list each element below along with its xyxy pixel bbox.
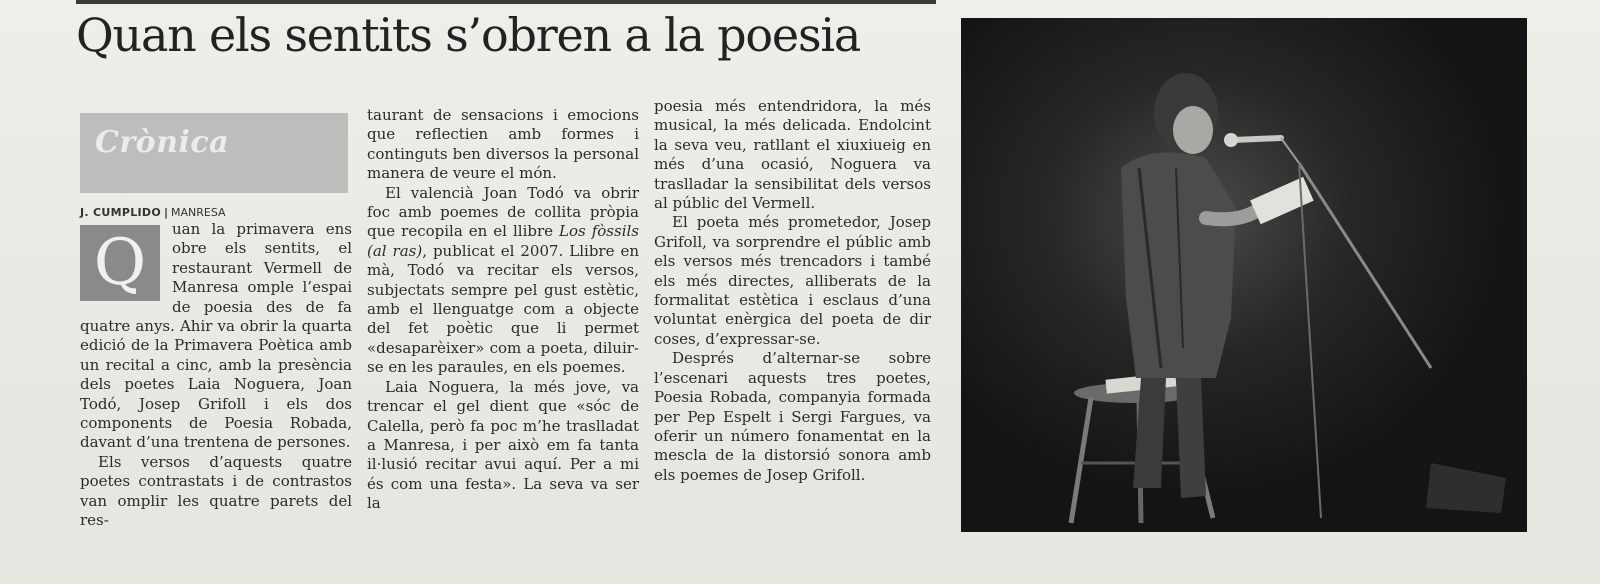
byline-separator: | bbox=[164, 206, 169, 219]
section-box bbox=[80, 113, 348, 193]
byline-place: MANRESA bbox=[171, 206, 226, 219]
headline: Quan els sentits s’obren a la poesia bbox=[76, 8, 861, 62]
paragraph: taurant de sensacions i emocions que reflectien amb formes i continguts ben diversos la personal manera de veure el món. bbox=[367, 106, 639, 183]
article-column-1 bbox=[80, 220, 352, 531]
byline-author: J. CUMPLIDO bbox=[80, 206, 161, 219]
paragraph-text: , publicat el 2007. Llibre en mà, Todó va recitar els versos, subjectats sempre pel gust estètic, amb el llenguatge com a objecte del fet poètic que li permet «desaparèixer» com a poeta, diluir-se en les paraules, en els poemes. bbox=[367, 241, 639, 377]
article-column-2 bbox=[367, 106, 639, 514]
paragraph bbox=[367, 184, 639, 378]
dropcap: Q bbox=[80, 225, 160, 301]
paragraph: Els versos d’aquests quatre poetes contrastats i de contrastos van omplir les quatre parets del res- bbox=[80, 452, 352, 530]
poet-reading-photo bbox=[961, 18, 1527, 532]
section-label: Crònica bbox=[95, 125, 230, 160]
byline bbox=[80, 206, 226, 219]
paragraph-text: El valencià Joan Todó va obrir foc amb poemes de collita pròpia que recopila en el llibre bbox=[367, 183, 639, 241]
photo-background bbox=[961, 18, 1527, 532]
top-rule bbox=[76, 0, 936, 4]
paragraph bbox=[80, 220, 352, 453]
photo-illustration bbox=[961, 18, 1527, 532]
paragraph: Laia Noguera, la més jove, va trencar el gel dient que «sóc de Calella, però fa poc m’he traslladat a Manresa, i per això em fa tanta il·lusió recitar avui aquí. Per a mi és com una festa». La seva va ser la bbox=[367, 377, 639, 513]
article-column-3 bbox=[654, 97, 931, 485]
paragraph: poesia més entendridora, la més musical, la més delicada. Endolcint la seva veu, ratllant el xiuxiueig en més d’una ocasió, Noguera va traslladar la sensibilitat dels versos al públic del Vermell. bbox=[654, 97, 931, 213]
paragraph-text: uan la primavera ens obre els sentits, el restaurant Vermell de Manresa omple l’espai de poesia des de fa quatre anys. Ahir va obrir la quarta edició de la Primavera Poètica amb un recital a cinc, amb la presència dels poetes Laia Noguera, Joan Todó, Josep Grifoll i els dos components de Poesia Robada, davant d’una trentena de persones. bbox=[80, 220, 352, 452]
book-title: Los fòssils (al ras) bbox=[367, 222, 639, 260]
paragraph: El poeta més prometedor, Josep Grifoll, va sorprendre el públic amb els versos més trencadors i també els més directes, alliberats de la formalitat estètica i esclaus d’una voluntat enèrgica del poeta de dir coses, d’expressar-se. bbox=[654, 213, 931, 348]
paragraph: Després d’alternar-se sobre l’escenari aquests tres poetes, Poesia Robada, companyia formada per Pep Espelt i Sergi Fargues, va oferir un número fonamentat en la mescla de la distorsió sonora amb els poemes de Josep Grifoll. bbox=[654, 349, 931, 484]
